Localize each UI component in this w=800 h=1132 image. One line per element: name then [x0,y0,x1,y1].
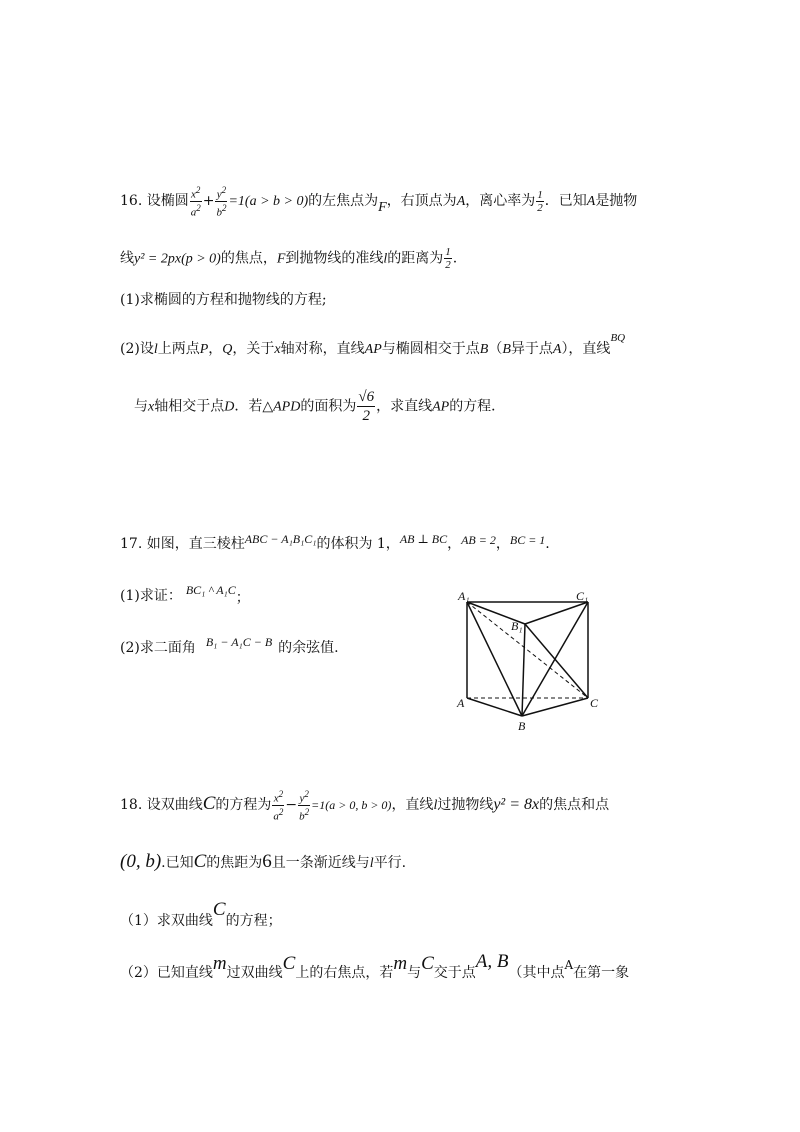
text: 在第一象 [573,965,630,981]
label-point-A: A [564,958,574,972]
frac-num: x [191,188,196,201]
var-C: C [202,793,216,815]
frac-den: a [190,206,197,219]
bc-length: BC = 1 [509,533,546,547]
text: 且一条渐近线与 [271,855,370,871]
var-D: D [224,399,235,415]
text: ，关于 [232,341,275,357]
q16-part-2 [120,328,700,360]
q18-part-1 [120,899,700,931]
q18-line-2 [120,852,700,874]
frac-num: y [216,188,222,201]
text: ； [235,590,250,606]
points-A-B: A, B [475,951,509,972]
half-fraction [536,189,544,214]
perp-relation: AB ⊥ BC [399,532,448,546]
text: ， [208,341,223,357]
hyp-x-fraction: $\frac{x^2}{a^2}$ [273,789,284,823]
frac-den: 2 [445,259,451,271]
frac-den: 2 [537,201,543,214]
text: ，求直线 [376,398,433,415]
frac-num: 1 [445,246,451,258]
var-A: A [552,342,562,357]
var-l: l [433,798,438,814]
var-C: C [212,899,226,920]
edge-bc [522,698,588,716]
text: 异于点 [510,341,553,357]
var-F: F [378,200,387,216]
text: 与椭圆相交于点 [381,341,480,357]
text: （1）求双曲线 [120,913,213,929]
text: 到抛物线的准线 [285,250,384,267]
ab-length: AB = 2 [461,533,496,547]
text: 的余弦值. [278,640,339,656]
text: ，直线 [391,797,434,814]
var-x: x [148,399,155,415]
text: 设双曲线 [146,797,203,814]
var-P: P [199,342,209,357]
var-AP: AP [364,342,382,357]
text: 交于点 [433,965,476,981]
frac-num: √6 [358,389,375,405]
text: .已知 [161,855,194,871]
var-Q: Q [222,342,233,357]
perp-statement: BC₁ ^ A₁C [185,583,236,597]
text: 线 [120,250,134,267]
var-BQ: BQ [610,332,626,344]
label-A1: A₁ [458,589,470,603]
text: ， [495,536,510,552]
value-6: 6 [262,851,272,872]
label-B: B [518,719,526,733]
q16-part-2-cont [134,388,700,425]
var-C: C [421,953,434,974]
var-l: l [383,251,388,267]
text: 的焦距为 [206,855,263,871]
text: 的距离为 [387,250,444,267]
text: 的焦点和点 [539,797,610,814]
parabola-eq: y² = 8x [493,796,540,814]
var-A: A [456,194,466,210]
var-B: B [479,342,489,357]
text: 与 [134,398,148,415]
text: . [545,536,550,552]
text: . [452,250,458,267]
prism-name: ABC − A₁B₁C₁ [244,532,317,546]
line-a1c-hidden [467,602,588,698]
q16-part-1 [120,290,700,310]
text: (2)设 [120,341,154,357]
var-m: m [393,953,408,974]
var-x: x [274,342,281,357]
text: （2）已知直线 [120,965,213,981]
var-l: l [153,342,158,357]
label-C1: C₁ [576,589,589,603]
text: 的面积为 [300,398,357,415]
text: (2)求二面角 [120,640,196,656]
edge-ab [467,698,522,716]
q16-line-1: 16. 设椭圆 $\frac{x^2}{a^2}$ + $\frac{y^2}{b^2}$ =1(a > b > 0)的左焦点为F，右顶点为A，离心率为 $\frac{1}{2}$ ．已知A是抛物 [120,185,638,219]
text: 与 [407,965,422,981]
text: 上两点 [157,341,200,357]
text: （其中点 [508,965,565,981]
q17-line-1 [120,534,700,554]
half-fraction [444,246,452,271]
frac-den: b [216,206,222,219]
text: 轴对称，直线 [280,341,365,357]
parabola-eq: y² = 2px(p > 0) [134,251,221,267]
frac-num: 1 [537,188,543,201]
label-C: C [590,696,599,710]
text: 是抛物 [595,193,638,210]
text: 的方程为 [215,797,272,814]
hyp-rhs: =1(a > 0, b > 0) [311,798,392,813]
frac-num: y [299,792,305,805]
q17-number: 17. [120,536,143,552]
text: 过抛物线 [437,797,494,814]
q18-number: 18. [120,797,143,814]
sqrt6-over-2 [357,388,375,425]
text: 如图，直三棱柱 [146,536,245,552]
var-A: A [586,194,596,210]
text: ．若△ [234,398,274,415]
hyp-y-fraction: $\frac{y^2}{b^2}$ [299,789,310,823]
edge-b1c1 [525,602,588,624]
var-C: C [193,851,207,872]
var-m: m [212,953,227,974]
text: 的焦点， [220,250,277,267]
line-b1c [525,624,588,698]
q18-part-2 [120,951,700,983]
text: 轴相交于点 [154,398,225,415]
text: 上的右焦点，若 [295,965,394,981]
text: 的方程． [449,398,506,415]
label-A: A [457,696,465,710]
var-B: B [502,342,511,357]
frac-den: b [299,810,305,823]
var-F: F [276,251,286,267]
frac-den: a [273,810,279,823]
var-AP: AP [432,399,450,415]
q16-line-2 [120,246,700,271]
frac-num: x [273,792,279,805]
ellipse-x-fraction: $\frac{x^2}{a^2}$ [190,185,201,219]
frac-den: 2 [362,408,370,424]
text: 设椭圆 [146,193,189,210]
q18-line-1: 18. 设双曲线C的方程为 $\frac{x^2}{a^2}$ − $\frac{y^2}{b^2}$ =1(a > 0, b > 0)，直线l过抛物线y² = 8x的焦点和点 [120,789,610,823]
edge-b1b [522,624,525,716]
var-C: C [282,953,296,974]
prism-figure [455,588,615,763]
label-B1: B₁ [511,619,523,633]
q16-number: 16. [120,193,143,210]
text: 平行. [373,855,407,871]
text: 的体积为 1， [316,536,400,552]
var-APD: APD [273,399,301,415]
ellipse-rhs: =1(a > b > 0) [228,194,309,210]
text: ．已知 [544,193,587,210]
text: ， [447,536,462,552]
point-0-b: (0, b) [120,851,162,872]
text: ，右顶点为 [386,193,457,210]
dihedral-angle: B₁ − A₁C − B [205,635,273,649]
ellipse-y-fraction: $\frac{y^2}{b^2}$ [216,185,227,219]
text: 的方程； [225,913,282,929]
text: （ [488,341,503,357]
text: ，离心率为 [465,193,536,210]
text: (1)求证： [120,588,182,604]
text: (1)求椭圆的方程和抛物线的方程; [120,292,327,308]
text: 的左焦点为 [308,193,379,210]
text: 过双曲线 [226,965,283,981]
var-l: l [369,856,374,871]
text: ），直线 [561,341,611,357]
